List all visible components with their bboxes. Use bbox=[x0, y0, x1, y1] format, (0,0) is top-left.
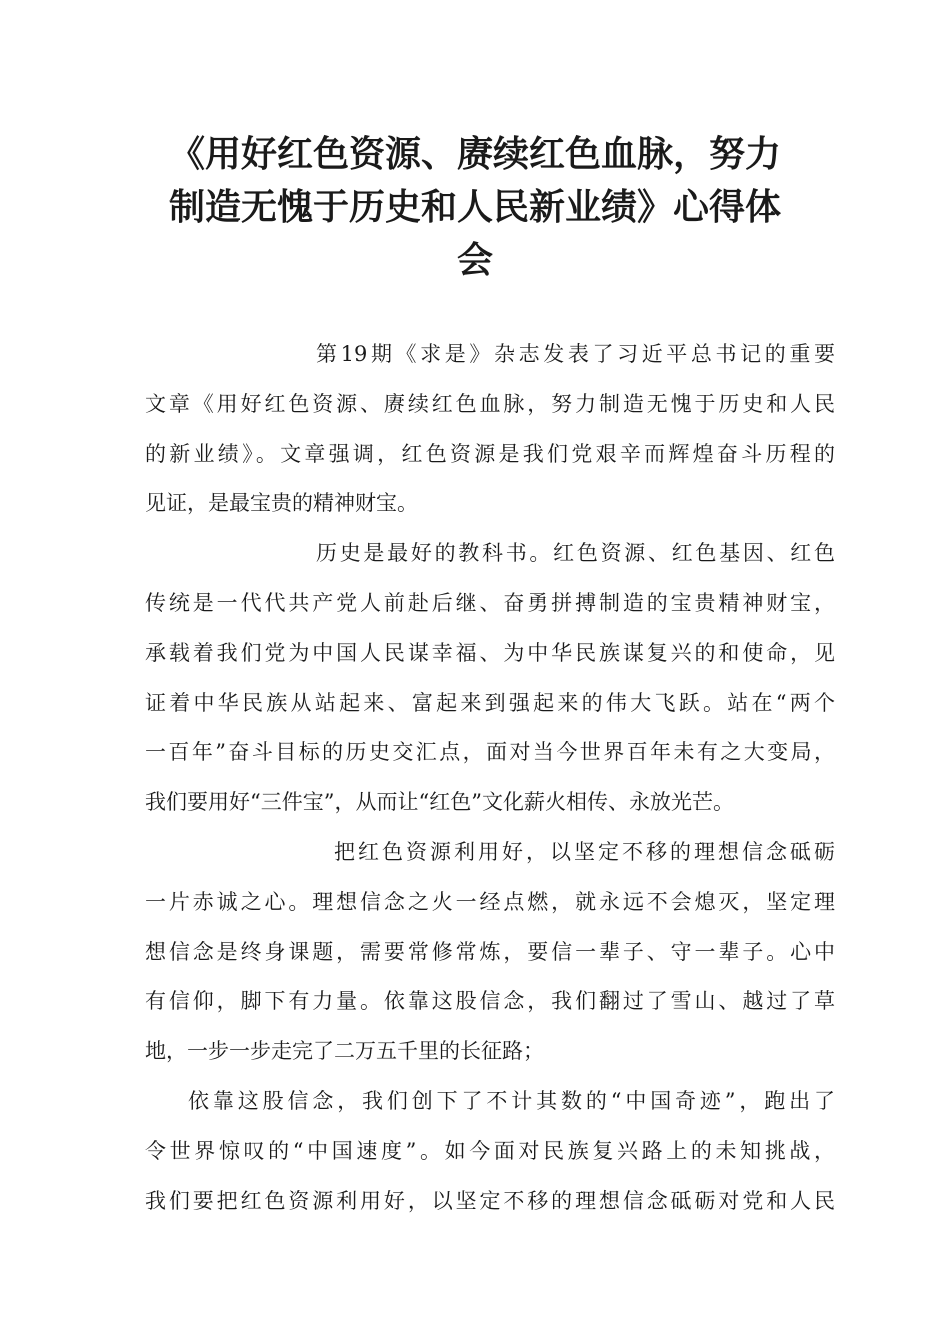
paragraph-1 bbox=[145, 330, 835, 529]
title-line: 制造无愧于历史和人民新业绩》心得体 bbox=[168, 187, 781, 228]
document-title bbox=[130, 128, 820, 287]
text-line: 想信念是终身课题，需要常修常炼，要信一辈子、守一辈子。心中 bbox=[145, 939, 835, 964]
text-line: 第19期《求是》杂志发表了习近平总书记的重要 bbox=[316, 342, 835, 366]
title-line: 《用好红色资源、赓续红色血脉，努力 bbox=[168, 134, 781, 175]
text-line: 证着中华民族从站起来、富起来到强起来的伟大飞跃。站在“两个 bbox=[145, 690, 835, 715]
paragraph-3 bbox=[145, 828, 835, 1077]
text-line: 见证，是最宝贵的精神财宝。 bbox=[145, 491, 418, 516]
text-line: 依靠这股信念，我们创下了不计其数的“中国奇迹”，跑出了 bbox=[188, 1088, 835, 1113]
text-line: 传统是一代代共产党人前赴后继、奋勇拼搏制造的宝贵精神财宝， bbox=[145, 590, 835, 615]
paragraph-4 bbox=[145, 1077, 835, 1226]
text-line: 我们要把红色资源利用好，以坚定不移的理想信念砥砺对党和人民 bbox=[145, 1188, 835, 1213]
text-line: 令世界惊叹的“中国速度”。如今面对民族复兴路上的未知挑战， bbox=[145, 1138, 835, 1163]
text-line: 一百年”奋斗目标的历史交汇点，面对当今世界百年未有之大变局， bbox=[145, 740, 835, 765]
paragraph-2 bbox=[145, 529, 835, 828]
title-line: 会 bbox=[456, 240, 493, 281]
text-line: 历史是最好的教科书。红色资源、红色基因、红色 bbox=[316, 541, 835, 566]
text-line: 文章《用好红色资源、赓续红色血脉，努力制造无愧于历史和人民 bbox=[145, 391, 835, 416]
document-body bbox=[145, 330, 835, 1226]
text-line: 的新业绩》。文章强调，红色资源是我们党艰辛而辉煌奋斗历程的 bbox=[145, 441, 835, 466]
text-line: 一片赤诚之心。理想信念之火一经点燃，就永远不会熄灭，坚定理 bbox=[145, 889, 835, 914]
text-line: 把红色资源利用好，以坚定不移的理想信念砥砺 bbox=[334, 839, 835, 864]
text-line: 我们要用好“三件宝”，从而让“红色”文化薪火相传、永放光芒。 bbox=[145, 790, 734, 815]
text-line: 地，一步一步走完了二万五千里的长征路； bbox=[145, 1039, 544, 1064]
text-line: 有信仰，脚下有力量。依靠这股信念，我们翻过了雪山、越过了草 bbox=[145, 989, 835, 1014]
text-line: 承载着我们党为中国人民谋幸福、为中华民族谋复兴的和使命，见 bbox=[145, 640, 835, 665]
